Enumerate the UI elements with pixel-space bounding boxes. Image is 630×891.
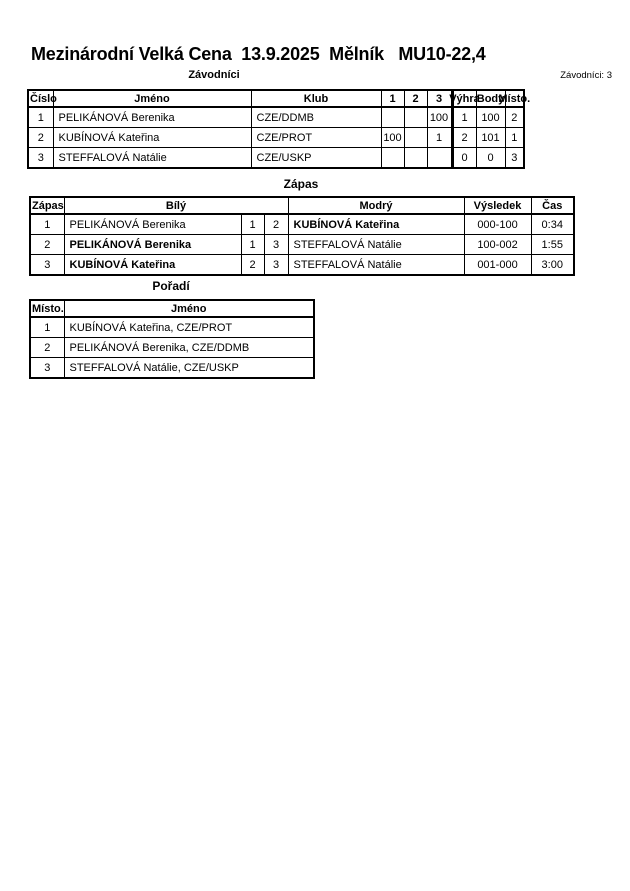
col-header-r3: 3: [427, 90, 452, 107]
competitor-place: 2: [505, 107, 524, 128]
ranking-name: PELIKÁNOVÁ Berenika, CZE/DDMB: [64, 338, 314, 358]
match-result: 000-100: [464, 214, 531, 235]
blue-name: KUBÍNOVÁ Kateřina: [288, 214, 464, 235]
competitor-club: CZE/PROT: [251, 128, 381, 148]
page-subtitle: Závodníci: [188, 69, 240, 81]
competitor-name: STEFFALOVÁ Natálie: [53, 148, 251, 169]
match-result: 100-002: [464, 235, 531, 255]
col-header-club: Klub: [251, 90, 381, 107]
competitor-wins: 0: [452, 148, 476, 169]
competitors-table-wrapper: [27, 89, 531, 169]
competitor-r3: [427, 148, 452, 169]
ranking-name: KUBÍNOVÁ Kateřina, CZE/PROT: [64, 317, 314, 338]
competitor-points: 0: [476, 148, 505, 169]
match-time: 0:34: [531, 214, 574, 235]
competitor-number: 2: [28, 128, 53, 148]
competitors-table: [27, 89, 531, 169]
col-header-time: Čas: [531, 197, 574, 214]
col-header-result: Výsledek: [464, 197, 531, 214]
competitor-r2: [404, 128, 427, 148]
competitor-r2: [404, 148, 427, 169]
white-number: 1: [241, 235, 264, 255]
competitor-wins: 1: [452, 107, 476, 128]
competitor-name: KUBÍNOVÁ Kateřina: [53, 128, 251, 148]
col-header-name: Jméno: [53, 90, 251, 107]
ranking-table: [29, 299, 315, 379]
competitor-row: [28, 107, 524, 128]
col-header-match: Zápas: [30, 197, 64, 214]
ranking-place: 1: [30, 317, 64, 338]
col-header-r1: 1: [381, 90, 404, 107]
match-row: [30, 255, 574, 276]
competitor-place: 1: [505, 128, 524, 148]
col-header-wins: Výhra: [452, 90, 476, 107]
matches-section-title: Zápas: [283, 177, 319, 191]
blue-name: STEFFALOVÁ Natálie: [288, 255, 464, 276]
competitors-header-row: [28, 90, 524, 107]
competitor-club: CZE/USKP: [251, 148, 381, 169]
blue-number: 3: [264, 255, 288, 276]
col-header-number: Číslo: [28, 90, 53, 107]
white-name: PELIKÁNOVÁ Berenika: [64, 214, 241, 235]
competitor-place: 3: [505, 148, 524, 169]
ranking-place: 2: [30, 338, 64, 358]
match-result: 001-000: [464, 255, 531, 276]
competitor-number: 1: [28, 107, 53, 128]
competitor-wins: 2: [452, 128, 476, 148]
page-title: Mezinárodní Velká Cena 13.9.2025 Mělník MU10-22,4: [31, 44, 486, 64]
competitor-number: 3: [28, 148, 53, 169]
ranking-row: [30, 317, 314, 338]
white-number: 1: [241, 214, 264, 235]
competitor-points: 100: [476, 107, 505, 128]
col-header-name: Jméno: [64, 300, 314, 317]
match-number: 2: [30, 235, 64, 255]
match-row: [30, 214, 574, 235]
ranking-header-row: [30, 300, 314, 317]
white-name: PELIKÁNOVÁ Berenika: [64, 235, 241, 255]
matches-table-wrapper: [29, 196, 575, 276]
white-name: KUBÍNOVÁ Kateřina: [64, 255, 241, 276]
match-time: 1:55: [531, 235, 574, 255]
competitor-name: PELIKÁNOVÁ Berenika: [53, 107, 251, 128]
match-time: 3:00: [531, 255, 574, 276]
ranking-table-wrapper: [29, 299, 315, 379]
ranking-name: STEFFALOVÁ Natálie, CZE/USKP: [64, 358, 314, 379]
col-header-place: Místo.: [30, 300, 64, 317]
blue-number: 2: [264, 214, 288, 235]
competitor-r3: 100: [427, 107, 452, 128]
competitor-r1: [381, 148, 404, 169]
match-number: 3: [30, 255, 64, 276]
col-header-r2: 2: [404, 90, 427, 107]
competitor-points: 101: [476, 128, 505, 148]
ranking-row: [30, 358, 314, 379]
ranking-section-title: Pořadí: [152, 279, 190, 293]
blue-name: STEFFALOVÁ Natálie: [288, 235, 464, 255]
matches-table: [29, 196, 575, 276]
white-number: 2: [241, 255, 264, 276]
competitor-row: [28, 128, 524, 148]
col-header-place: Místo.: [505, 90, 524, 107]
ranking-row: [30, 338, 314, 358]
col-header-blue: Modrý: [288, 197, 464, 214]
competitor-r1: 100: [381, 128, 404, 148]
col-header-points: Body: [476, 90, 505, 107]
competitor-club: CZE/DDMB: [251, 107, 381, 128]
match-number: 1: [30, 214, 64, 235]
competitor-r1: [381, 107, 404, 128]
col-header-white: Bílý: [64, 197, 288, 214]
matches-header-row: [30, 197, 574, 214]
competitor-count: Závodníci: 3: [560, 70, 612, 81]
blue-number: 3: [264, 235, 288, 255]
match-row: [30, 235, 574, 255]
competitor-r3: 1: [427, 128, 452, 148]
competitor-r2: [404, 107, 427, 128]
ranking-place: 3: [30, 358, 64, 379]
competitor-row: [28, 148, 524, 169]
